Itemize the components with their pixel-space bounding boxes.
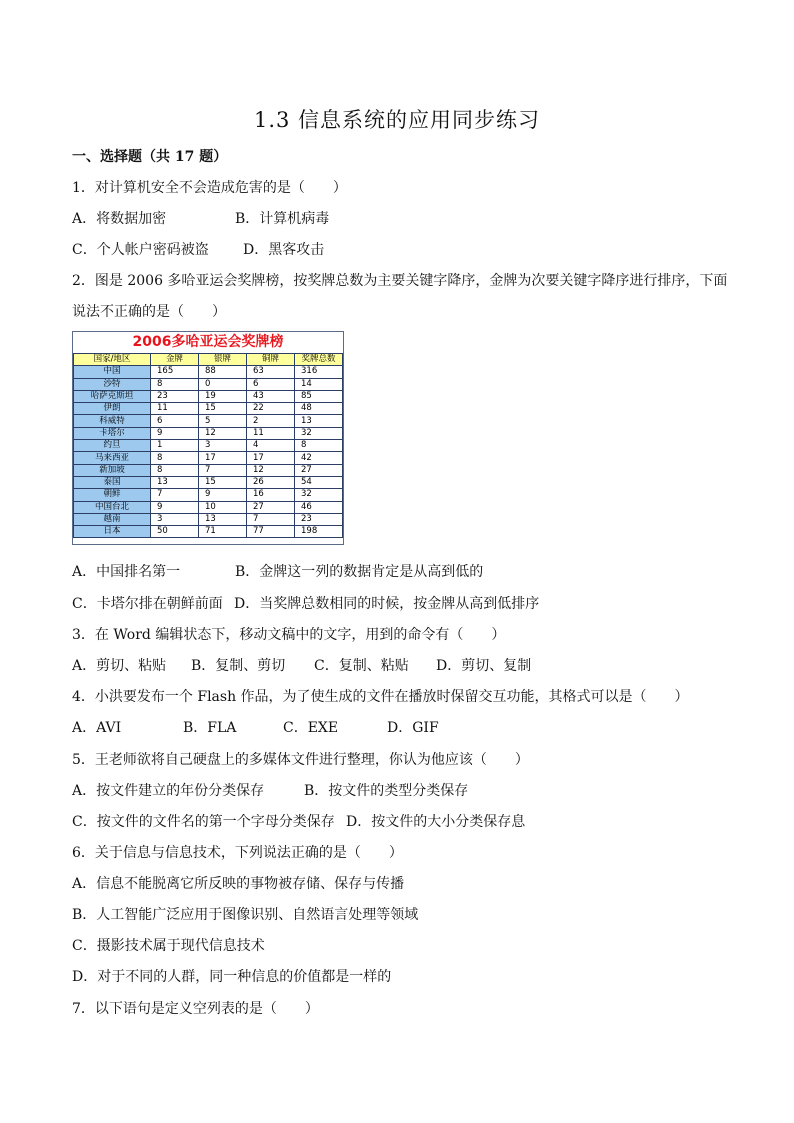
medal-count-cell: 2 (247, 415, 295, 427)
medal-count-cell: 12 (199, 427, 247, 439)
medal-count-cell: 15 (199, 403, 247, 415)
question-6-stem: 6．关于信息与信息技术，下列说法正确的是（ ） (72, 845, 403, 861)
medal-count-cell: 17 (247, 452, 295, 464)
medal-count-cell: 11 (247, 427, 295, 439)
medal-count-cell: 50 (151, 526, 199, 538)
medal-count-cell: 22 (247, 403, 295, 415)
medal-count-cell: 71 (199, 526, 247, 538)
medal-count-cell: 43 (247, 390, 295, 402)
q3-option-a: A．剪切、粘贴 (72, 658, 167, 674)
medal-table-row (74, 513, 343, 525)
medal-count-cell: 9 (151, 427, 199, 439)
medal-count-cell: 3 (199, 440, 247, 452)
medal-table-row (74, 366, 343, 378)
q2-option-b: B．金牌这一列的数据肯定是从高到低的 (235, 564, 484, 580)
medal-count-cell: 27 (247, 501, 295, 513)
medal-count-cell: 8 (295, 440, 343, 452)
q5-option-c: C．按文件的文件名的第一个字母分类保存 (72, 814, 335, 830)
q4-option-b: B．FLA (183, 720, 237, 736)
medal-table-row (74, 440, 343, 452)
medal-count-cell: 32 (295, 427, 343, 439)
q5-option-a: A．按文件建立的年份分类保存 (72, 783, 265, 799)
header-bronze: 铜牌 (247, 354, 295, 366)
country-cell: 伊朗 (74, 403, 151, 415)
medal-table-row (74, 476, 343, 488)
q1-option-b: B．计算机病毒 (235, 211, 330, 227)
medal-count-cell: 48 (295, 403, 343, 415)
medal-count-cell: 13 (199, 513, 247, 525)
question-5-stem: 5．王老师欲将自己硬盘上的多媒体文件进行整理，你认为他应该（ ） (72, 752, 529, 768)
q6-option-a: A．信息不能脱离它所反映的事物被存储、保存与传播 (72, 876, 405, 892)
medal-count-cell: 13 (295, 415, 343, 427)
question-1-stem: 1．对计算机安全不会造成危害的是（ ） (72, 180, 347, 196)
medal-table-row (74, 464, 343, 476)
medal-count-cell: 19 (199, 390, 247, 402)
country-cell: 马来西亚 (74, 452, 151, 464)
medal-count-cell: 5 (199, 415, 247, 427)
q5-option-d: D．按文件的大小分类保存息 (346, 814, 526, 830)
country-cell: 泰国 (74, 476, 151, 488)
country-cell: 越南 (74, 513, 151, 525)
q1-option-d: D．黑客攻击 (243, 242, 325, 258)
medal-count-cell: 7 (151, 489, 199, 501)
medal-count-cell: 8 (151, 452, 199, 464)
medal-table (73, 353, 343, 538)
medal-count-cell: 7 (199, 464, 247, 476)
medal-table-row (74, 526, 343, 538)
medal-count-cell: 46 (295, 501, 343, 513)
medal-count-cell: 54 (295, 476, 343, 488)
q2-option-a: A．中国排名第一 (72, 564, 181, 580)
country-cell: 沙特 (74, 378, 151, 390)
question-3-stem: 3．在 Word 编辑状态下，移动文稿中的文字，用到的命令有（ ） (72, 627, 506, 643)
medal-table-row (74, 390, 343, 402)
country-cell: 朝鲜 (74, 489, 151, 501)
medal-count-cell: 3 (151, 513, 199, 525)
medal-count-cell: 6 (151, 415, 199, 427)
question-2-stem-line1: 2．图是 2006 多哈亚运会奖牌榜，按奖牌总数为主要关键字降序，金牌为次要关键字降序进行排序，下面 (72, 273, 728, 289)
country-cell: 约旦 (74, 440, 151, 452)
header-total: 奖牌总数 (295, 354, 343, 366)
q3-option-d: D．剪切、复制 (436, 658, 532, 674)
q3-option-b: B．复制、剪切 (191, 658, 286, 674)
country-cell: 科威特 (74, 415, 151, 427)
medal-count-cell: 16 (247, 489, 295, 501)
medal-count-cell: 4 (247, 440, 295, 452)
medal-count-cell: 9 (199, 489, 247, 501)
medal-table-image (72, 331, 344, 545)
country-cell: 哈萨克斯坦 (74, 390, 151, 402)
medal-count-cell: 165 (151, 366, 199, 378)
medal-count-cell: 0 (199, 378, 247, 390)
q4-option-c: C．EXE (283, 720, 339, 736)
medal-count-cell: 198 (295, 526, 343, 538)
country-cell: 卡塔尔 (74, 427, 151, 439)
q5-option-b: B．按文件的类型分类保存 (304, 783, 469, 799)
q3-option-c: C．复制、粘贴 (314, 658, 409, 674)
header-silver: 银牌 (199, 354, 247, 366)
medal-count-cell: 32 (295, 489, 343, 501)
medal-count-cell: 8 (151, 464, 199, 476)
medal-count-cell: 42 (295, 452, 343, 464)
medal-table-row (74, 489, 343, 501)
medal-count-cell: 7 (247, 513, 295, 525)
medal-table-row (74, 501, 343, 513)
country-cell: 日本 (74, 526, 151, 538)
medal-count-cell: 9 (151, 501, 199, 513)
medal-count-cell: 63 (247, 366, 295, 378)
medal-count-cell: 15 (199, 476, 247, 488)
q6-option-b: B．人工智能广泛应用于图像识别、自然语言处理等领域 (72, 907, 419, 923)
medal-count-cell: 13 (151, 476, 199, 488)
country-cell: 新加坡 (74, 464, 151, 476)
medal-table-title: 2006多哈亚运会奖牌榜 (132, 334, 284, 350)
q4-option-a: A．AVI (72, 720, 122, 736)
medal-count-cell: 27 (295, 464, 343, 476)
medal-count-cell: 6 (247, 378, 295, 390)
medal-table-header-row (74, 354, 343, 366)
q6-option-d: D．对于不同的人群，同一种信息的价值都是一样的 (72, 969, 392, 985)
medal-count-cell: 26 (247, 476, 295, 488)
header-country: 国家/地区 (74, 354, 151, 366)
medal-count-cell: 23 (151, 390, 199, 402)
question-4-stem: 4．小洪要发布一个 Flash 作品，为了使生成的文件在播放时保留交互功能，其格式可以是（ ） (72, 689, 689, 705)
question-2-stem-line2: 说法不正确的是（ ） (72, 304, 226, 320)
page-title: 1.3 信息系统的应用同步练习 (253, 108, 541, 132)
medal-table-row (74, 403, 343, 415)
medal-count-cell: 316 (295, 366, 343, 378)
medal-count-cell: 77 (247, 526, 295, 538)
medal-table-row (74, 452, 343, 464)
medal-count-cell: 17 (199, 452, 247, 464)
medal-count-cell: 88 (199, 366, 247, 378)
q2-option-d: D．当奖牌总数相同的时候，按金牌从高到低排序 (234, 596, 540, 612)
medal-count-cell: 11 (151, 403, 199, 415)
medal-count-cell: 1 (151, 440, 199, 452)
q4-option-d: D．GIF (387, 720, 439, 736)
medal-count-cell: 12 (247, 464, 295, 476)
question-7-stem: 7．以下语句是定义空列表的是（ ） (72, 1001, 319, 1017)
medal-count-cell: 14 (295, 378, 343, 390)
medal-count-cell: 23 (295, 513, 343, 525)
medal-count-cell: 85 (295, 390, 343, 402)
medal-count-cell: 10 (199, 501, 247, 513)
q1-option-c: C．个人帐户密码被盗 (72, 242, 209, 258)
country-cell: 中国台北 (74, 501, 151, 513)
medal-table-row (74, 378, 343, 390)
section-heading: 一、选择题（共 17 题） (72, 149, 228, 165)
medal-table-row (74, 415, 343, 427)
q1-option-a: A．将数据加密 (72, 211, 167, 227)
medal-table-row (74, 427, 343, 439)
medal-count-cell: 8 (151, 378, 199, 390)
header-gold: 金牌 (151, 354, 199, 366)
q6-option-c: C．摄影技术属于现代信息技术 (72, 938, 265, 954)
country-cell: 中国 (74, 366, 151, 378)
q2-option-c: C．卡塔尔排在朝鲜前面 (72, 596, 223, 612)
